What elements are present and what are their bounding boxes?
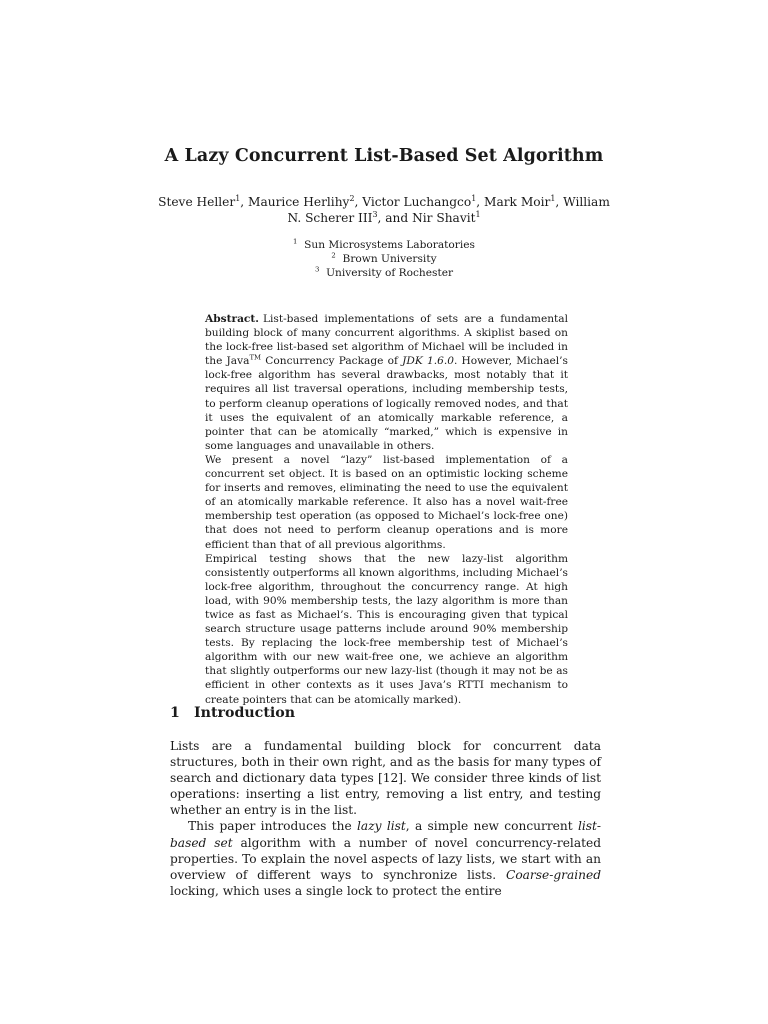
affiliation-list bbox=[0, 238, 768, 280]
body-text: algorithm with a number of novel concurrency-related properties. To explain the novel aspects of lazy lists, we start with an overview of different ways to synchronize lists. bbox=[170, 835, 602, 882]
section-title: Introduction bbox=[194, 705, 296, 721]
body-paragraph: Lists are a fundamental building block for concurrent data structures, both in their own right, and as the basis for many types of search and dictionary data types [12]. We consider three kinds of list operations: inserting a list entry, removing a list entry, and testing whether an entry is in the list. bbox=[170, 739, 602, 818]
paper-title: A Lazy Concurrent List-Based Set Algorithm bbox=[164, 146, 604, 166]
section-heading bbox=[170, 705, 600, 721]
author-name: William N. Scherer III bbox=[287, 195, 610, 225]
affiliation-name: Brown University bbox=[342, 253, 437, 265]
trademark-mark: TM bbox=[249, 353, 262, 362]
author-affil-mark: 1 bbox=[235, 193, 241, 203]
abstract-heading: Abstract. bbox=[205, 313, 259, 325]
author-name: Victor Luchangco bbox=[362, 195, 472, 209]
author-separator: , bbox=[240, 195, 248, 209]
author-list bbox=[150, 194, 618, 226]
affiliation-number: 2 bbox=[331, 251, 336, 260]
affiliation bbox=[0, 238, 768, 252]
abstract-paragraph: Empirical testing shows that the new lazy-list algorithm consistently outperforms all known algorithms, including Michael’s lock-free algorithm, throughout the concurrency range. At high load, with 90% membership tests, the lazy algorithm is more than twice as fast as Michael’s. This is encouraging given that typical search structure usage patterns include around 90% membership tests. By replacing the lock-free membership test of Michael’s algorithm with our new wait-free one, we achieve an algorithm that slightly outperforms our new lazy-list (though it may not be as efficient in other contexts as it uses Java’s RTTI mechanism to create pointers that can be atomically marked). bbox=[205, 552, 568, 706]
author-affil-mark: 1 bbox=[471, 193, 477, 203]
section-body bbox=[170, 738, 601, 899]
affiliation bbox=[0, 266, 768, 280]
emphasis-list-based-set: list-based set bbox=[170, 819, 602, 850]
abstract-paragraph bbox=[205, 312, 568, 453]
body-text: This paper introduces the bbox=[188, 819, 358, 834]
abstract-paragraph: We present a novel “lazy” list-based implementation of a concurrent set object. It is based on an optimistic locking scheme for inserts and removes, eliminating the need to use the equivalent of an atomically markable reference. It also has a novel wait-free membership test operation (as opposed to Michael’s lock-free one) that does not need to perform cleanup operations and is more efficient than that of all previous algorithms. bbox=[205, 453, 568, 551]
abstract-text: Concurrency Package of bbox=[261, 355, 403, 368]
affiliation-name: University of Rochester bbox=[326, 267, 454, 279]
author-affil-mark: 1 bbox=[475, 209, 481, 219]
affiliation bbox=[0, 252, 768, 266]
author-name: Nir Shavit bbox=[412, 211, 476, 225]
author-name: Steve Heller bbox=[158, 195, 236, 209]
section-number: 1 bbox=[170, 705, 180, 721]
affiliation-name: Sun Microsystems Laboratories bbox=[304, 239, 475, 251]
jdk-version: JDK 1.6.0 bbox=[402, 355, 454, 368]
author-affil-mark: 2 bbox=[349, 193, 355, 203]
emphasis-lazy-list: lazy list bbox=[357, 819, 406, 834]
author-separator: , and bbox=[377, 211, 413, 225]
author-separator: , bbox=[555, 195, 564, 209]
emphasis-coarse-grained: Coarse-grained bbox=[506, 867, 601, 882]
author-name: Mark Moir bbox=[483, 195, 551, 209]
author-affil-mark: 3 bbox=[372, 209, 378, 219]
abstract-text: List-based implementations of sets are a fundamental building block of many concurrent algorithms. A skiplist based on the lock-free list-based set algorithm of Michael will be included in the Java bbox=[205, 313, 568, 368]
author-name: Maurice Herlihy bbox=[248, 195, 350, 209]
author-separator: , bbox=[354, 195, 363, 209]
author-separator: , bbox=[476, 195, 484, 209]
affiliation-number: 3 bbox=[314, 265, 320, 274]
author-affil-mark: 1 bbox=[550, 193, 556, 203]
abstract-text: . However, Michael’s lock-free algorithm has several drawbacks, most notably that it requires all list traversal operations, including membership tests, to perform cleanup operations of logically removed nodes, and that it uses the equivalent of an atomically markable reference, a pointer that can be atomically “marked,” which is expensive in some languages and unavailable in others. bbox=[205, 355, 568, 452]
affiliation-number: 1 bbox=[293, 237, 298, 246]
body-paragraph bbox=[170, 818, 601, 898]
body-text: locking, which uses a single lock to protect the entire bbox=[170, 883, 502, 898]
body-text: , a simple new concurrent bbox=[405, 819, 578, 834]
abstract bbox=[205, 312, 568, 707]
